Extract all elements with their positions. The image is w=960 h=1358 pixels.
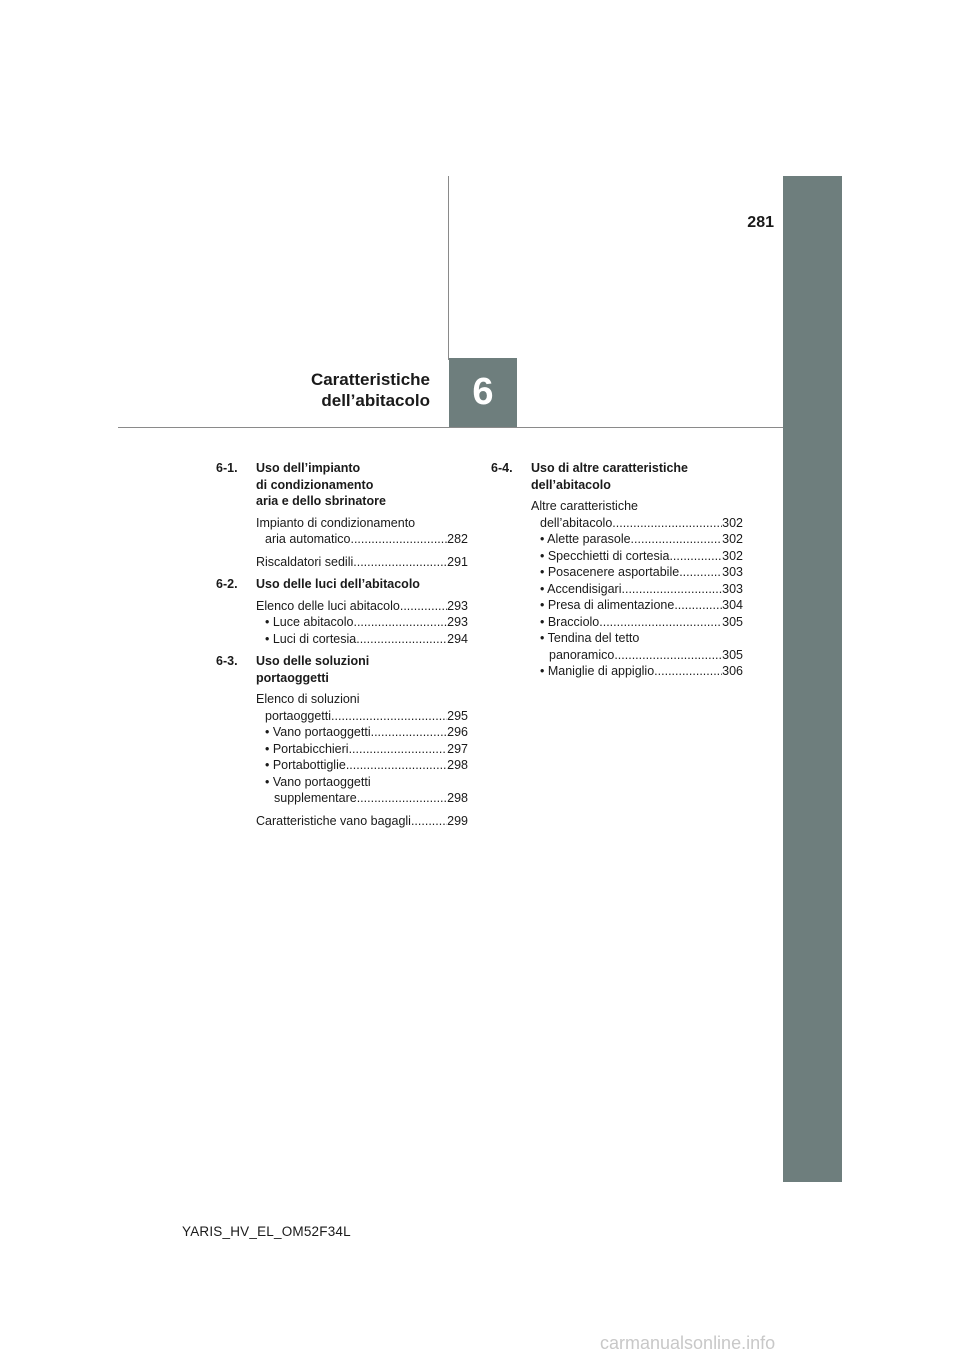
toc-section-number: 6-2. xyxy=(216,577,238,591)
toc-page-number: 297 xyxy=(447,741,468,756)
toc-page-number: 306 xyxy=(722,664,743,678)
toc-section-number: 6-1. xyxy=(216,461,238,475)
toc-entry-row xyxy=(256,790,468,807)
toc-entry xyxy=(256,691,468,807)
toc-subentry xyxy=(531,663,743,680)
toc-section xyxy=(216,653,468,829)
chapter-title-line: dell’abitacolo xyxy=(321,391,430,410)
dot-leader xyxy=(622,581,723,598)
toc-entry-line: • Vano portaoggetti xyxy=(265,774,371,789)
toc-page-number: 296 xyxy=(447,725,468,739)
toc-page-number: 302 xyxy=(722,548,743,563)
dot-leader xyxy=(654,663,722,680)
dot-leader xyxy=(631,531,723,548)
chapter-title-line: Caratteristiche xyxy=(310,370,430,389)
toc-page-number: 291 xyxy=(447,554,468,569)
toc-entry-line: Impianto di condizionamento xyxy=(256,515,416,530)
dot-leader xyxy=(400,598,447,615)
toc-page-number: 298 xyxy=(447,758,468,772)
toc-entry-text: • Posacenere asportabile xyxy=(540,565,680,579)
toc-entry-text: portaoggetti xyxy=(265,708,332,723)
toc-entry-text: • Vano portaoggetti xyxy=(265,725,371,739)
toc-entry-row xyxy=(256,813,468,830)
toc-entry-text: supplementare xyxy=(274,791,357,805)
toc-column-right xyxy=(491,460,743,686)
dot-leader xyxy=(353,554,447,571)
toc-section-heading xyxy=(216,653,468,686)
toc-subentry xyxy=(256,614,468,631)
toc-entries xyxy=(216,598,468,648)
toc-subentry xyxy=(256,741,468,758)
dot-leader xyxy=(612,515,722,532)
chapter-side-tab xyxy=(783,176,842,1182)
toc-section-title xyxy=(256,576,420,593)
toc-entry-text: • Luci di cortesia xyxy=(265,631,357,646)
toc-section-title-line: Uso di altre caratteristiche xyxy=(531,461,689,475)
toc-page-number: 282 xyxy=(447,532,468,546)
toc-entry-row xyxy=(531,548,743,565)
dot-leader xyxy=(346,757,447,774)
toc-entry-text: • Maniglie di appiglio xyxy=(540,664,655,678)
toc-entry-row xyxy=(256,708,468,725)
watermark: carmanualsonline.info xyxy=(600,1333,776,1353)
toc-entry-row xyxy=(531,647,743,664)
toc-subentry xyxy=(256,757,468,774)
toc-section-title-line: Uso delle luci dell’abitacolo xyxy=(256,577,420,591)
toc-section-title xyxy=(256,653,369,686)
toc-section xyxy=(216,460,468,570)
toc-subentry xyxy=(531,564,743,581)
toc-entry-row xyxy=(531,564,743,581)
toc-section-title-line: aria e dello sbrinatore xyxy=(256,494,386,508)
toc-subentry xyxy=(531,614,743,631)
dot-leader xyxy=(356,631,447,648)
toc-entry-row xyxy=(256,757,468,774)
toc-page-number: 305 xyxy=(722,614,743,629)
toc-page-number: 299 xyxy=(447,813,468,828)
dot-leader xyxy=(674,597,722,614)
toc-section-title-line: portaoggetti xyxy=(256,670,329,685)
toc-section xyxy=(491,460,743,680)
toc-entry xyxy=(256,515,468,548)
toc-page-number: 293 xyxy=(447,598,468,613)
toc-entry-row xyxy=(256,554,468,571)
toc-section-title-line: Uso delle soluzioni xyxy=(256,654,370,668)
toc-page-number: 295 xyxy=(447,708,468,723)
toc-page-number: 294 xyxy=(447,631,468,646)
toc-entry-row xyxy=(531,597,743,614)
toc-entry-text: • Portabicchieri xyxy=(265,741,349,756)
toc-entry-text: • Alette parasole xyxy=(540,532,631,546)
toc-section-title xyxy=(256,460,386,510)
toc-entry-text: Elenco delle luci abitacolo xyxy=(256,598,400,613)
chapter-number: 6 xyxy=(472,371,494,413)
toc-entry-row xyxy=(531,614,743,631)
toc-entry-line: Altre caratteristiche xyxy=(531,499,638,513)
toc-entry-text: • Presa di alimentazione xyxy=(540,598,675,612)
toc-page-number: 303 xyxy=(722,565,743,579)
toc-subentry xyxy=(256,774,468,807)
dot-leader xyxy=(349,741,448,758)
toc-subentry xyxy=(531,548,743,565)
toc-entry-text: • Accendisigari xyxy=(540,581,622,596)
toc-subentry xyxy=(256,631,468,648)
dot-leader xyxy=(599,614,722,631)
toc-entry-text: • Specchietti di cortesia xyxy=(540,548,670,563)
toc-page-number: 305 xyxy=(722,647,743,662)
toc-entry-row xyxy=(531,581,743,598)
toc-section-title xyxy=(531,460,688,493)
chapter-number-box xyxy=(449,358,517,427)
toc-entry-row xyxy=(256,531,468,548)
header-rule xyxy=(118,427,783,428)
toc-entry-text: • Bracciolo xyxy=(540,614,600,629)
toc-entry xyxy=(256,554,468,571)
toc-subentry xyxy=(531,531,743,548)
chapter-title xyxy=(240,369,430,411)
toc-entry xyxy=(256,598,468,648)
toc-page-number: 303 xyxy=(722,581,743,596)
toc-section-heading xyxy=(491,460,743,493)
toc-entry-text: dell’abitacolo xyxy=(540,515,613,530)
toc-section-heading xyxy=(216,576,468,593)
toc-entry-row xyxy=(531,531,743,548)
toc-entries xyxy=(216,691,468,829)
toc-entry xyxy=(256,813,468,830)
toc-entry-row xyxy=(256,741,468,758)
toc-page-number: 302 xyxy=(722,515,743,530)
toc-entry-text: Caratteristiche vano bagagli xyxy=(256,813,411,828)
toc-page-number: 304 xyxy=(722,598,743,612)
page-number: 281 xyxy=(747,214,774,231)
toc-entry-text: • Luce abitacolo xyxy=(265,615,354,629)
dot-leader xyxy=(411,813,447,830)
toc-entries xyxy=(216,515,468,571)
toc-subentry xyxy=(531,630,743,663)
toc-entry xyxy=(531,498,743,680)
dot-leader xyxy=(331,708,447,725)
vertical-divider xyxy=(448,176,449,360)
toc-section-title-line: dell’abitacolo xyxy=(531,477,611,492)
dot-leader xyxy=(371,724,448,741)
toc-entry-row xyxy=(256,724,468,741)
toc-entry-row xyxy=(531,663,743,680)
toc-entry-text: aria automatico xyxy=(265,532,351,546)
toc-subentry xyxy=(256,724,468,741)
toc-page-number: 293 xyxy=(447,615,468,629)
toc-page-number: 302 xyxy=(722,532,743,546)
toc-page-number: 298 xyxy=(447,791,468,805)
toc-subentry xyxy=(531,597,743,614)
toc-entry-text: Riscaldatori sedili xyxy=(256,554,354,569)
toc-entry-line: Elenco di soluzioni xyxy=(256,692,360,706)
toc-section-title-line: Uso dell’impianto xyxy=(256,461,361,475)
dot-leader xyxy=(353,614,447,631)
toc-entry-line: • Tendina del tetto xyxy=(540,631,640,645)
dot-leader xyxy=(350,531,447,548)
toc-entry-text: panoramico xyxy=(549,647,615,662)
toc-entry-row xyxy=(256,631,468,648)
dot-leader xyxy=(669,548,722,565)
toc-subentry xyxy=(531,581,743,598)
toc-section-number: 6-4. xyxy=(491,461,513,475)
toc-entry-text: • Portabottiglie xyxy=(265,758,346,772)
dot-leader xyxy=(357,790,447,807)
toc-section-heading xyxy=(216,460,468,510)
toc-entry-row xyxy=(531,515,743,532)
toc-section-number: 6-3. xyxy=(216,654,238,668)
toc-entry-row xyxy=(256,598,468,615)
toc-column-left xyxy=(216,460,468,835)
dot-leader xyxy=(679,564,722,581)
toc-entry-row xyxy=(256,614,468,631)
toc-section-title-line: di condizionamento xyxy=(256,477,374,492)
toc-entries xyxy=(491,498,743,680)
dot-leader xyxy=(614,647,722,664)
document-code: YARIS_HV_EL_OM52F34L xyxy=(182,1224,351,1239)
toc-section xyxy=(216,576,468,647)
